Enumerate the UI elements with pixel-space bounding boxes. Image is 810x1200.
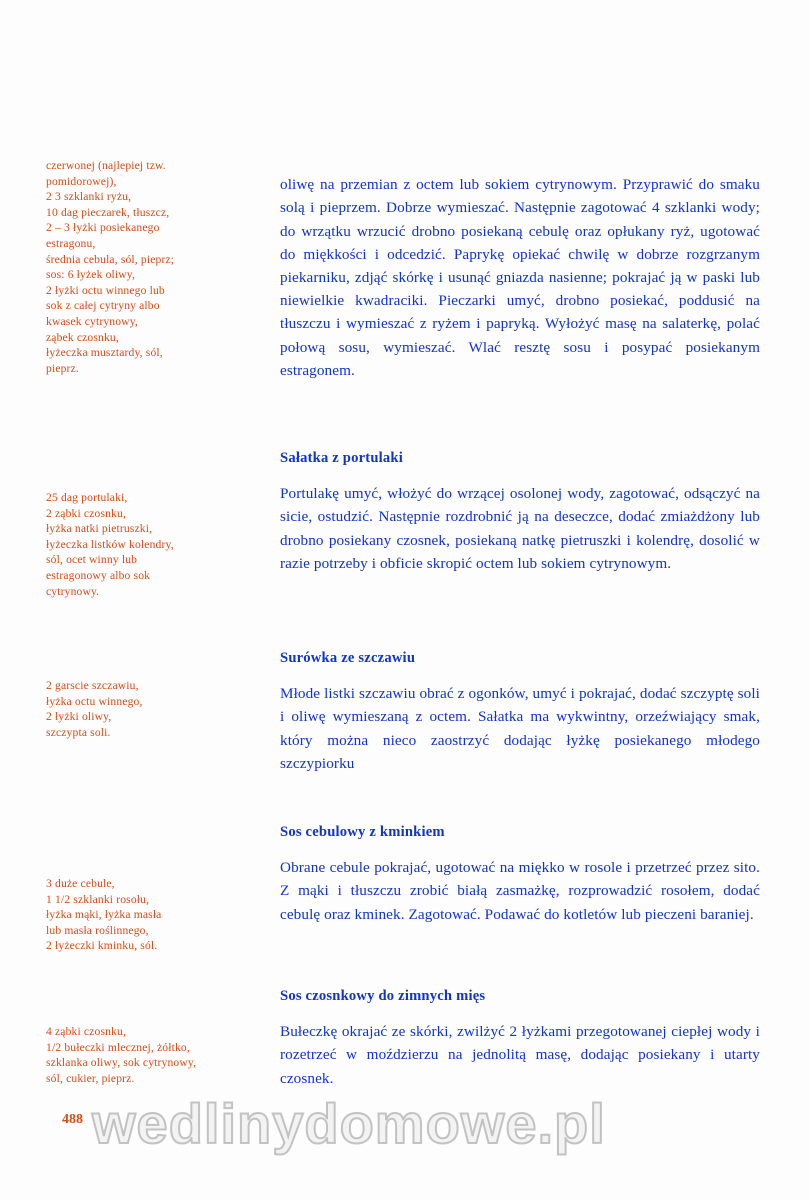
ingredient-line: sól, cukier, pieprz. (46, 1071, 135, 1085)
ingredient-line: 2 3 szklanki ryżu, (46, 190, 132, 204)
ingredients-sos-czosnkowy (46, 1024, 296, 1086)
ingredient-line: sól, ocet winny lub (46, 553, 138, 567)
section-sos-czosnkowy (280, 988, 760, 1105)
section-intro (280, 158, 760, 397)
ingredient-line: pomidorowej), (46, 174, 117, 188)
section-body: Bułeczkę okrajać ze skórki, zwilżyć 2 łyżkami przegotowanej ciepłej wody i rozetrzeć w moździerzu na jednolitą masę, dodając posiekany i utarty czosnek. (280, 1023, 760, 1087)
ingredient-line: łyżeczka musztardy, sól, (46, 346, 163, 360)
ingredient-line: estragonu, (46, 236, 96, 250)
ingredient-line: czerwonej (najlepiej tzw. (46, 159, 166, 172)
section-sos-cebulowy (280, 824, 760, 941)
section-surowka-ze-szczawiu (280, 650, 760, 790)
ingredient-line: sok z całej cytryny albo (46, 299, 160, 313)
ingredient-line: 3 duże cebule, (46, 877, 115, 890)
ingredient-line: 2 ząbki czosnku, (46, 506, 126, 520)
ingredient-line: estragonowy albo sok (46, 568, 151, 582)
ingredient-line: łyżka natki pietruszki, (46, 522, 153, 536)
ingredient-line: 2 łyżeczki kminku, sól. (46, 939, 158, 953)
recipe-title: Sałatka z portulaki (280, 450, 404, 466)
recipe-title: Sos cebulowy z kminkiem (280, 824, 445, 840)
ingredient-line: 2 łyżki octu winnego lub (46, 283, 165, 297)
ingredient-line: 2 garscie szczawiu, (46, 679, 139, 692)
ingredient-line: 1/2 bułeczki mlecznej, żółtko, (46, 1040, 190, 1054)
watermark-text: wedlinydomowe.pl (92, 1092, 606, 1155)
section-body: Obrane cebule pokrajać, ugotować na miękko w rosole i przetrzeć przez sito. Z mąki i tłuszczu zrobić białą zasmażkę, rozprowadzić rosołem, dodać cebulę oraz kminek. Zagotować. Podawać do kotletów lub pieczeni baraniej. (280, 859, 760, 923)
ingredient-line: cytrynowy. (46, 584, 100, 598)
ingredients-salatka-z-portulaki (46, 490, 256, 599)
ingredient-line: 4 ząbki czosnku, (46, 1025, 126, 1038)
ingredients-salatka-z-papryka (46, 158, 256, 376)
ingredient-line: 25 dag portulaki, (46, 491, 128, 504)
ingredient-line: łyżeczka listków kolendry, (46, 537, 174, 551)
ingredient-line: 1 1/2 szklanki rosołu, (46, 892, 150, 906)
ingredients-sos-cebulowy (46, 876, 256, 954)
ingredient-line: 2 – 3 łyżki posiekanego (46, 221, 160, 235)
ingredient-line: 2 łyżki oliwy, (46, 710, 112, 724)
section-salatka-z-portulaki (280, 450, 760, 590)
watermark (92, 1093, 792, 1155)
ingredient-line: średnia cebula, sól, pieprz; (46, 252, 175, 266)
section-body: Portulakę umyć, włożyć do wrzącej osolonej wody, zagotować, odsączyć na sicie, ostudzić. Następnie rozdrobnić ją na deseczce, dodać zmiażdżony lub drobno posiekany czosnek, posiekaną natkę pietruszki i kolendrę, dosolić w razie potrzeby i obficie skropić octem lub sokiem cytrynowym. (280, 485, 760, 572)
section-body: oliwę na przemian z octem lub sokiem cytrynowym. Przyprawić do smaku solą i pieprzem. Dobrze wymieszać. Następnie zagotować 4 szklanki wody; do wrzątku wrzucić drobno posiekaną cebulę oraz opłukany ryż, ugotować do miękkości i odcedzić. Paprykę opiekać chwilę w dobrze rozgrzanym piekarniku, zdjąć skórkę i usunąć gniazda nasienne; pokrajać ją w paski lub niewielkie kwadraciki. Pieczarki umyć, drobno posiekać, poddusić na tłuszczu i wymieszać z ryżem i papryką. Wyłożyć masę na salaterkę, polać połową sosu, wymieszać. Wlać resztę sosu i posypać posiekanym estragonem. (280, 176, 760, 379)
page-number: 488 (62, 1112, 83, 1127)
ingredient-line: sos: 6 łyżek oliwy, (46, 268, 136, 282)
ingredient-line: szklanka oliwy, sok cytrynowy, (46, 1056, 197, 1070)
ingredient-line: łyżka mąki, łyżka masła (46, 908, 162, 922)
ingredient-line: lub masła roślinnego, (46, 923, 149, 937)
ingredients-surowka-ze-szczawiu (46, 678, 256, 740)
ingredient-line: kwasek cytrynowy, (46, 314, 138, 328)
ingredient-line: łyżka octu winnego, (46, 694, 143, 708)
ingredient-line: ząbek czosnku, (46, 330, 119, 344)
recipe-title: Sos czosnkowy do zimnych mięs (280, 988, 486, 1004)
ingredient-line: szczypta soli. (46, 725, 111, 739)
recipe-title: Surówka ze szczawiu (280, 650, 416, 666)
section-body: Młode listki szczawiu obrać z ogonków, umyć i pokrajać, dodać szczyptę soli i oliwę wymieszaną z octem. Sałatka ma wykwintny, orzeźwiający smak, który można nieco zaostrzyć dodając łyżkę posiekanego młodego szczypiorku (280, 685, 760, 772)
ingredient-line: 10 dag pieczarek, tłuszcz, (46, 205, 170, 219)
ingredient-line: pieprz. (46, 361, 79, 375)
